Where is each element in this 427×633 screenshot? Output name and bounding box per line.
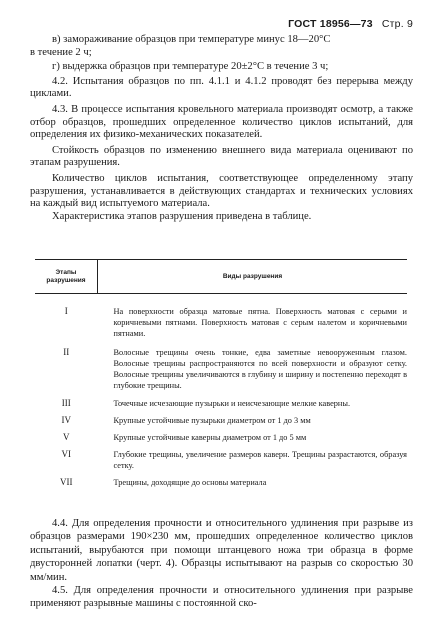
stage-description: Крупные устойчивые каверны диаметром от 1 до 5 мм xyxy=(113,432,307,442)
standard-number: ГОСТ 18956—73 xyxy=(288,18,373,30)
stage-description: Трещины, доходящие до основы материала xyxy=(113,478,267,488)
item-v-line1: в) замораживание образцов при температуре минус 18—20°С xyxy=(52,34,331,45)
paragraph-table-intro: Характеристика этапов разрушения приведена в таблице. xyxy=(52,210,312,222)
stage-number: VI xyxy=(61,449,71,460)
table-row xyxy=(35,443,407,471)
type-column-header: Виды разрушения xyxy=(98,260,408,294)
stage-description: На поверхности образца матовые пятна. Поверхность матовая с серыми и коричневыми пятнами. Поверхность матовая с серым налетом и коричневыми пятнами. xyxy=(113,307,407,339)
paragraph-4-2: 4.2. Испытания образцов по пп. 4.1.1 и 4.1.2 проводят без перерыва между циклами. xyxy=(30,75,413,100)
stage-number: III xyxy=(61,398,71,409)
stage-number: II xyxy=(63,346,70,357)
stage-number: VII xyxy=(60,477,73,488)
table-row xyxy=(35,294,407,340)
paragraph-4-3: 4.3. В процессе испытания кровельного материала производят осмотр, а также отбор образцов, прошедших определенное количество циклов испытаний, для определения их физико-механических показателей. xyxy=(30,103,413,141)
stage-column-header xyxy=(35,260,98,294)
outro-text xyxy=(30,517,413,611)
stage-description: Глубокие трещины, увеличение размеров каверн. Трещины разрастаются, образуя сетку. xyxy=(113,450,407,471)
intro-text xyxy=(30,34,413,223)
table-row xyxy=(35,410,407,426)
stage-number: V xyxy=(63,431,70,442)
table-row xyxy=(35,471,407,488)
stage-number: I xyxy=(64,306,68,316)
stage-description: Волосные трещины очень тонкие, едва заметные невооруженным глазом. Волосные трещины распространяются по всей поверхности и образуют сетку. Волосные трещины увеличиваются в глубину и ширину и постепенно переходят в глубокие трещины. xyxy=(113,347,407,391)
page-number: Стр. 9 xyxy=(381,18,413,30)
stage-header-line2: разрушения xyxy=(46,276,86,284)
table-row xyxy=(35,391,407,409)
destruction-stages-table xyxy=(35,259,407,489)
paragraph-4-4: 4.4. Для определения прочности и относительного удлинения при разрыве из образцов размерами 190×230 мм, прошедших определенное количество циклов испытаний, вырубаются при помощи штанцевого ножа три образца в форме двусторонней лопатки (черт. 4). Образцы испытывают на разрыв со скоростью 30 мм/мин. xyxy=(30,518,413,583)
paragraph-stability: Стойкость образцов по изменению внешнего вида материала оценивают по этапам разрушения. xyxy=(30,144,413,169)
stage-header-line1: Этапы xyxy=(55,268,77,276)
table-row xyxy=(35,340,407,392)
page-header xyxy=(288,18,413,30)
table-row xyxy=(35,426,407,443)
item-v-line2: в течение 2 ч; xyxy=(30,46,92,58)
paragraph-cycles: Количество циклов испытания, соответствующее определенному этапу разрушения, устанавливается в действующих стандартах и технических условиях на каждый вид испытуемого материала. xyxy=(30,172,413,210)
stage-number: IV xyxy=(61,414,71,425)
paragraph-4-5: 4.5. Для определения прочности и относительного удлинения при разрыве применяют разрывные машины с постоянной ско- xyxy=(30,585,413,610)
table-header-row xyxy=(35,260,407,294)
stage-description: Точечные исчезающие пузырьки и неисчезающие мелкие каверны. xyxy=(113,399,351,409)
stage-description: Крупные устойчивые пузырьки диаметром от 1 до 3 мм xyxy=(113,415,311,425)
item-g: г) выдержка образцов при температуре 20±2°С в течение 3 ч; xyxy=(52,61,329,73)
